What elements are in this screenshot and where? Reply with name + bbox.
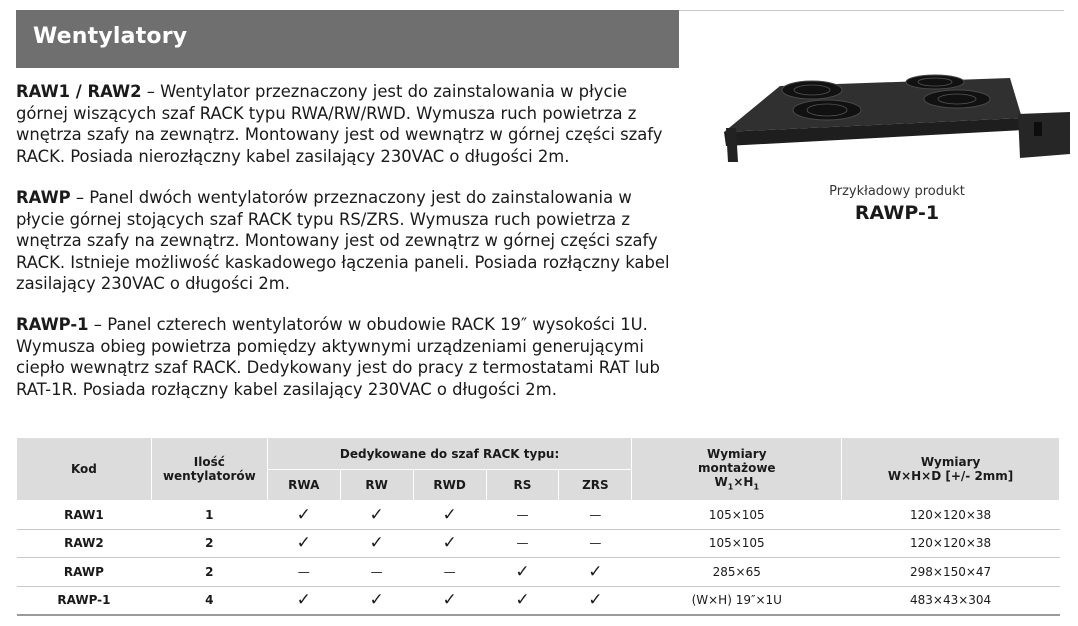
cell-kod: RAWP-1 [17, 586, 152, 615]
header-line: W [714, 474, 728, 489]
cell-mark: ✓ [486, 586, 559, 615]
paragraph-lead: RAWP-1 [16, 315, 89, 334]
cell-wym: 120×120×38 [842, 501, 1060, 530]
paragraph-rawp-1 [16, 314, 676, 400]
paragraph-rawp [16, 187, 676, 295]
cell-ilosc: 4 [151, 586, 267, 615]
col-header-type: RWD [413, 470, 486, 501]
header-line: Ilość [193, 455, 225, 469]
cell-mark: ✓ [340, 586, 413, 615]
paragraph-body: – Wentylator przeznaczony jest do zainstalowania w płycie górnej wiszących szaf RACK typu RWA/RW/RWD. Wymusza ruch powietrza z wnętrza szafy na zewnątrz. Montowany jest od wewnątrz w górnej części szafy RACK. Posiada nierozłączny kabel zasilający 230VAC o długości 2m. [16, 82, 663, 166]
cell-mark: — [486, 529, 559, 558]
cell-mark: — [559, 501, 632, 530]
cell-kod: RAW2 [17, 529, 152, 558]
cell-mark: — [486, 501, 559, 530]
section-title: Wentylatory [33, 24, 188, 49]
cell-mark: ✓ [267, 501, 340, 530]
col-header-ilosc [151, 438, 267, 501]
paragraph-body: – Panel dwóch wentylatorów przeznaczony jest do zainstalowania w płycie górnej stojących szaf RACK typu RS/ZRS. Wymusza ruch powietrza z wnętrza szafy na zewnątrz. Montowany jest od zewnątrz w górnej części szafy RACK. Istnieje możliwość kaskadowego łączenia paneli. Posiada rozłączny kabel zasilający 230VAC o długości 2m. [16, 188, 670, 293]
cell-mont: 285×65 [632, 558, 842, 587]
col-header-type: RWA [267, 470, 340, 501]
cell-wym: 298×150×47 [842, 558, 1060, 587]
cell-mark: — [559, 529, 632, 558]
table-row [17, 558, 1060, 587]
col-header-type: RS [486, 470, 559, 501]
cell-mark: — [413, 558, 486, 587]
section-header-bar [16, 10, 679, 68]
cell-ilosc: 1 [151, 501, 267, 530]
header-line: wentylatorów [162, 469, 256, 483]
product-image [722, 70, 1072, 170]
col-header-wymiary [842, 438, 1060, 501]
cell-ilosc: 2 [151, 529, 267, 558]
cell-mont: 105×105 [632, 529, 842, 558]
cell-mark: ✓ [413, 501, 486, 530]
subscript: 1 [753, 482, 760, 492]
header-line: Wymiary [920, 455, 981, 469]
col-header-type: ZRS [559, 470, 632, 501]
cell-wym: 483×43×304 [842, 586, 1060, 615]
header-line: ×H [733, 474, 754, 489]
header-divider [679, 10, 1064, 11]
table-row [17, 501, 1060, 530]
table-row [17, 586, 1060, 615]
header-line: Wymiary [707, 446, 767, 461]
col-header-type: RW [340, 470, 413, 501]
cell-kod: RAW1 [17, 501, 152, 530]
table-row [17, 529, 1060, 558]
cell-mont: (W×H) 19″×1U [632, 586, 842, 615]
cell-mark: ✓ [267, 529, 340, 558]
cell-mark: ✓ [413, 529, 486, 558]
cell-mark: ✓ [413, 586, 486, 615]
product-caption: Przykładowy produkt [829, 184, 965, 199]
cell-mark: ✓ [340, 501, 413, 530]
col-header-wymiary-montazowe [632, 438, 842, 501]
paragraph-body: – Panel czterech wentylatorów w obudowie RACK 19″ wysokości 1U. Wymusza obieg powietrza pomiędzy aktywnymi urządzeniami generującymi ciepło wewnątrz szaf RACK. Dedykowany jest do pracy z termostatami RAT lub RAT-1R. Posiada rozłączny kabel zasilający 230VAC o długości 2m. [16, 315, 660, 399]
paragraph-lead: RAWP [16, 188, 71, 207]
header-line: W×H×D [+/- 2mm] [887, 469, 1014, 483]
cell-kod: RAWP [17, 558, 152, 587]
header-line: montażowe [697, 460, 776, 475]
paragraph-raw1-raw2 [16, 81, 676, 167]
cell-ilosc: 2 [151, 558, 267, 587]
cell-mark: — [340, 558, 413, 587]
paragraph-lead: RAW1 / RAW2 [16, 82, 142, 101]
cell-wym: 120×120×38 [842, 529, 1060, 558]
spec-table [16, 437, 1060, 616]
cell-mark: — [267, 558, 340, 587]
cell-mark: ✓ [559, 586, 632, 615]
cell-mark: ✓ [486, 558, 559, 587]
cell-mark: ✓ [340, 529, 413, 558]
cell-mark: ✓ [559, 558, 632, 587]
subscript: 1 [727, 482, 734, 492]
col-header-dedykowane: Dedykowane do szaf RACK typu: [267, 438, 632, 470]
cell-mark: ✓ [267, 586, 340, 615]
product-name: RAWP-1 [854, 202, 940, 224]
cell-mont: 105×105 [632, 501, 842, 530]
col-header-kod: Kod [17, 438, 152, 501]
